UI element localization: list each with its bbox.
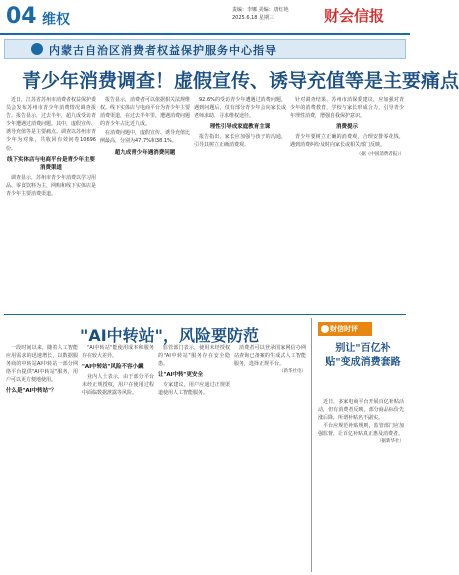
paragraph: 消费者可以登录国家网信办网站查询已备案的生成式人工智能服务，选择正规平台。 [234, 345, 306, 368]
editor-line: 责编：李娜 美编：唐红艳 [232, 7, 289, 13]
subheading: 什么是"AI中转站"？ [6, 388, 57, 395]
paragraph: 92.6%的受访青少年遭遇过消费问题，遇到问题后，仅有部分青少年会向家长或老师求助，寻求维权途径。 [194, 97, 286, 120]
paragraph: 报告显示，消费者可以依据相关法规维权。线下实体店与电商平台为青少年主要消费渠道，在过去半年里，遭遇消费问题的青少年占比近九成。 [100, 97, 191, 128]
page-header [0, 0, 410, 36]
paragraph: 业内人士表示，由于部分平台未经正规授权，用户在使用过程中面临数据泄露等风险。 [82, 374, 154, 397]
tag-icon [321, 325, 329, 333]
banner-text: 内蒙古自治区消费者权益保护服务中心指导 [49, 44, 277, 57]
subheading: 超九成青少年遇消费问题 [114, 149, 176, 156]
header-divider [0, 33, 410, 35]
paragraph: 在消费问题中，虚假宣传、诱导充值比例最高，分别为47.7%和38.1%。 [100, 130, 191, 145]
article1-source: （据《中国消费者报》） [356, 151, 404, 157]
article2-column-2 [82, 344, 154, 572]
article1-title: 青少年消费调查！虚假宣传、诱导充值等是主要痛点 [22, 70, 459, 92]
article2-column-3 [158, 344, 230, 572]
page-number: 04 [6, 4, 37, 29]
article2-column-4 [234, 344, 306, 572]
article2-column-1 [6, 344, 78, 572]
article1-column-3 [194, 96, 286, 312]
header-meta [232, 6, 289, 22]
column-divider [311, 318, 312, 572]
commentary-tag [318, 322, 372, 336]
section-divider [4, 314, 406, 315]
commentary-source: （据新华社） [377, 439, 404, 444]
subheading: 线下实体店与电商平台是青少年主要消费渠道 [6, 156, 95, 171]
article1-column-1 [6, 96, 96, 312]
paragraph: 针对调查结果，苏州市消保委建议，应加强对青少年的消费教育，学校与家长形成合力，引导青少年理性消费，增强自我保护意识。 [290, 97, 404, 120]
paragraph: 平台应规范补贴规则，监管部门应加强监督，让百亿补贴真正惠及消费者。 [318, 423, 404, 437]
subheading: "AI中转站"风险不容小觑 [82, 364, 144, 371]
subheading: 消费提示 [335, 124, 358, 131]
commentary-sidebar [316, 318, 406, 572]
subheading: 让"AI中转"更安全 [158, 372, 204, 379]
article1-column-4 [290, 96, 404, 312]
newspaper-brand: 财会信报 [324, 7, 385, 25]
commentary-tag-label: 财信时评 [330, 325, 358, 333]
paragraph: 专家建议，用户应通过正规渠道使用人工智能服务。 [158, 382, 230, 397]
paragraph: 调查显示，苏州市青少年消费以学习用品、零食饮料为主，网购和线下实体店是青少年主要消费渠道。 [6, 174, 97, 198]
center-banner [4, 39, 406, 59]
date-line: 2025.6.18 星期三 [232, 15, 275, 21]
emblem-icon [31, 43, 43, 55]
paragraph: 报告指出，家长应加强与孩子的沟通，引导其树立正确消费观。 [194, 134, 286, 149]
article1-column-2 [100, 96, 190, 312]
article2-title: "AI中转站"，风险要防范 [80, 326, 260, 345]
section-title: 维权 [42, 12, 70, 28]
subheading: 理性引导成家庭教育主课 [209, 124, 271, 131]
commentary-body [318, 398, 404, 570]
paragraph: 青少年要树立正确的消费观，合理安排零花钱，遇到消费纠纷及时向家长或相关部门反映。 [290, 134, 404, 149]
paragraph: "AI中转站"能使用成本和服务存在较大差异。 [82, 345, 154, 360]
paragraph: 一段时间以来，随着人工智能应用需求的迅速增长，以数据服务商的中转站AI中转站一部分网络平台提供"AI中转站"服务，用户可以更方便地使用。 [6, 345, 78, 384]
paragraph: 监管部门表示，使用未经授权的"AI中转站"服务存在安全隐患。 [158, 345, 230, 368]
paragraph: 近日，多家电商平台开展百亿补贴活动，但有消费者反映，部分商品标价先涨后降，所谓补贴名不副实。 [318, 399, 404, 421]
article2-source: （新华社电） [279, 369, 306, 375]
paragraph: 近日，江苏省苏州市消费者权益保护委员会发布苏州市青少年消费情况调查报告。报告显示，过去半年，超九成受访青少年遭遇过消费问题。其中，虚假宣传、诱导充值等是主要痛点。调查以苏州市青少年为对象，共收回有效问卷10696份。 [6, 97, 97, 152]
commentary-title: 别让"百亿补贴"变成消费套路 [325, 343, 401, 368]
